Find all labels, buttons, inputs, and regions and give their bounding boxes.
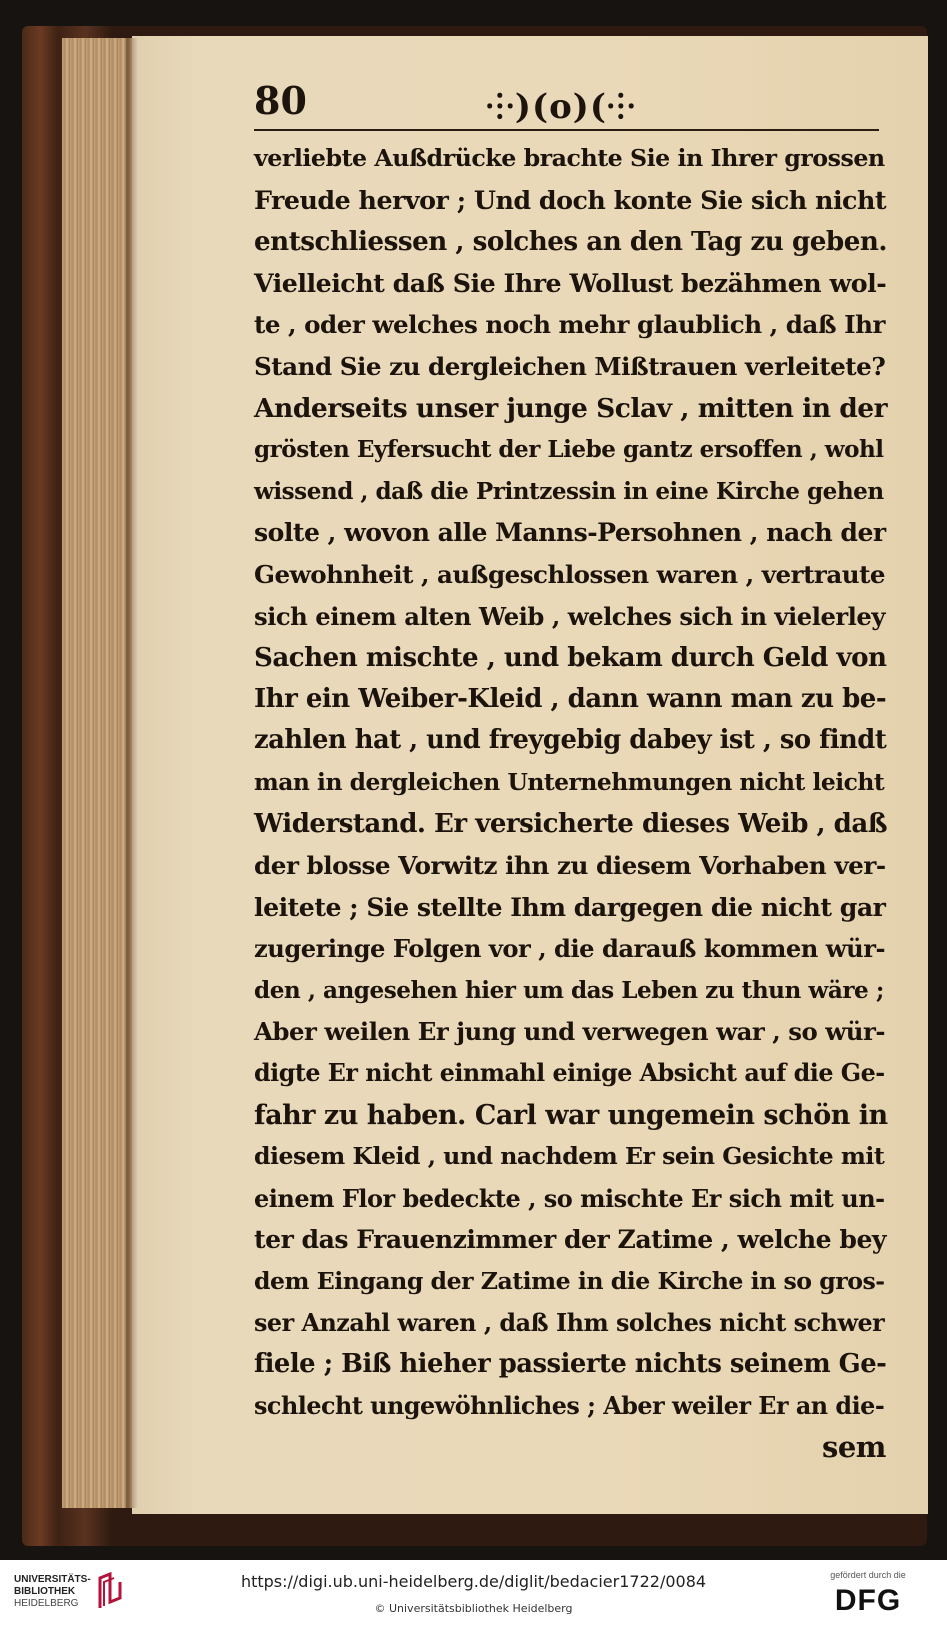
text-line: digte Er nicht einmahl einige Absicht auf die Ge- <box>254 1059 885 1088</box>
library-name-line3: HEIDELBERG <box>14 1598 79 1609</box>
text-line: solte , wovon alle Manns-Persohnen , nach der <box>254 517 886 548</box>
dfg-logo[interactable]: DFG <box>834 1584 902 1617</box>
library-name-line2: BIBLIOTHEK <box>14 1586 76 1597</box>
text-line: einem Flor bedeckte , so mischte Er sich mit un- <box>254 1183 885 1213</box>
text-line: fiele ; Biß hieher passierte nichts seinem Ge- <box>254 1349 887 1380</box>
text-line: schlecht ungewöhnliches ; Aber weiler Er an die- <box>254 1391 885 1420</box>
page-text-block <box>254 138 894 1469</box>
catchword: sem <box>822 1430 886 1465</box>
text-line: zahlen hat , und freygebig dabey ist , so findt <box>254 725 887 756</box>
text-line: der blosse Vorwitz ihn zu diesem Vorhaben ver- <box>254 851 886 881</box>
gutter-shadow <box>126 38 138 1508</box>
header-ornament: ⸭)(o)(⸭ <box>486 87 636 127</box>
text-line: wissend , daß die Printzessin in eine Kirche gehen <box>254 477 884 505</box>
text-line: den , angesehen hier um das Leben zu thun wäre ; <box>254 976 884 1004</box>
text-line: Widerstand. Er versicherte dieses Weib , daß <box>254 808 887 839</box>
viewer-footer <box>0 1560 947 1630</box>
text-line: Ihr ein Weiber-Kleid , dann wann man zu be- <box>254 683 887 714</box>
page-edges <box>62 38 132 1508</box>
text-line: leitete ; Sie stellte Ihm dargegen die nicht gar <box>254 891 886 922</box>
funder-caption: gefördert durch die <box>830 1570 906 1580</box>
text-line: Stand Sie zu dergleichen Mißtrauen verleitete? <box>254 351 886 381</box>
text-line: diesem Kleid , und nachdem Er sein Gesichte mit <box>254 1142 885 1171</box>
text-line: ter das Frauenzimmer der Zatime , welche bey <box>254 1224 887 1255</box>
text-line: Vielleicht daß Sie Ihre Wollust bezähmen wol- <box>254 267 887 298</box>
text-line: Freude hervor ; Und doch konte Sie sich nicht <box>254 184 887 215</box>
text-line: man in dergleichen Unternehmungen nicht leicht <box>254 767 885 796</box>
text-line: zugeringe Folgen vor , die darauß kommen wür- <box>254 934 885 964</box>
text-line: Anderseits unser junge Sclav , mitten in der <box>254 392 888 424</box>
page-number: 80 <box>254 78 307 123</box>
library-name-line1: UNIVERSITÄTS- <box>14 1574 91 1585</box>
text-line: verliebte Außdrücke brachte Sie in Ihrer grossen <box>254 144 885 172</box>
copyright-notice: © Universitätsbibliothek Heidelberg <box>374 1602 573 1615</box>
text-line: fahr zu haben. Carl war ungemein schön in <box>254 1099 888 1131</box>
text-line: sich einem alten Weib , welches sich in vielerley <box>254 601 885 631</box>
text-line: grösten Eyfersucht der Liebe gantz ersoffen , wohl <box>254 436 884 464</box>
page-header <box>254 78 879 126</box>
text-line: dem Eingang der Zatime in die Kirche in so gros- <box>254 1267 885 1296</box>
text-line: ser Anzahl waren , daß Ihm solches nicht schwer <box>254 1308 885 1337</box>
text-line: te , oder welches noch mehr glaublich , daß Ihr <box>254 310 885 340</box>
text-line: Aber weilen Er jung und verwegen war , so wür- <box>254 1017 885 1047</box>
text-line: Sachen mischte , und bekam durch Geld von <box>254 642 887 674</box>
text-line: Gewohnheit , außgeschlossen waren , vertraute <box>254 559 886 589</box>
header-rule <box>254 129 879 131</box>
permalink-url[interactable]: https://digi.ub.uni-heidelberg.de/diglit/bedacier1722/0084 <box>240 1572 707 1591</box>
text-line: entschliessen , solches an den Tag zu geben. <box>254 226 888 258</box>
